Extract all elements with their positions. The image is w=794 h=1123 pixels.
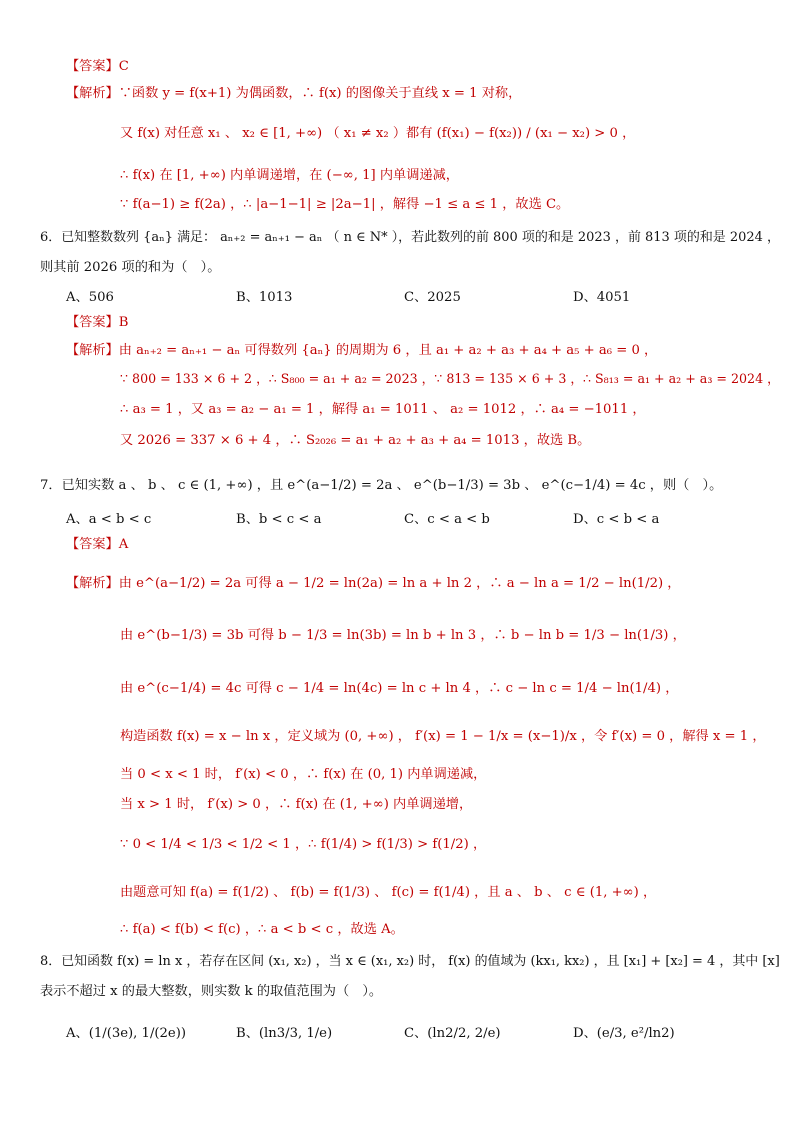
q6-option-b: B、1013 bbox=[236, 290, 293, 305]
q8-option-d: D、(e/3, e²/ln2) bbox=[573, 1026, 675, 1041]
q8-stem-line-2: 表示不超过 x 的最大整数，则实数 k 的取值范围为（ ）。 bbox=[40, 984, 383, 999]
q7-analysis-line-5: 当 0 < x < 1 时， f′(x) < 0 ，∴ f(x) 在 (0, 1) 内单调递减， bbox=[120, 767, 487, 782]
q8-option-a: A、(1/(3e), 1/(2e)) bbox=[66, 1026, 187, 1041]
q7-answer-row bbox=[66, 536, 128, 554]
q6-option-a: A、506 bbox=[66, 290, 114, 305]
analysis-tag: 【解析】 bbox=[66, 343, 119, 358]
q7-option-c: C、c < a < b bbox=[404, 512, 490, 527]
answer-tag: 【答案】 bbox=[66, 315, 119, 330]
q6-analysis-line-2: ∵ 800 = 133 × 6 + 2 ，∴ S₈₀₀ = a₁ + a₂ = 2023 ，∵ 813 = 135 × 6 + 3 ，∴ S₈₁₃ = a₁ + a₂ + a₃ = 2024 ， bbox=[120, 372, 780, 387]
q7-analysis-line-2: 由 e^(b−1/3) = 3b 可得 b − 1/3 = ln(3b) = ln b + ln 3 ，∴ b − ln b = 1/3 − ln(1/3) ， bbox=[120, 628, 686, 643]
q7-analysis-line-1 bbox=[66, 575, 681, 593]
q7-stem: 7．已知实数 a 、 b 、 c ∈ (1, +∞) ，且 e^(a−1/2) = 2a 、 e^(b−1/3) = 3b 、 e^(c−1/4) = 4c ，则（ ）。 bbox=[40, 478, 723, 493]
answer-tag: 【答案】 bbox=[66, 59, 119, 74]
answer-value: C bbox=[118, 59, 129, 74]
q5-analysis-line-3: ∴ f(x) 在 [1, +∞) 内单调递增，在 (−∞, 1] 内单调递减， bbox=[120, 168, 459, 183]
q6-analysis-line-3: ∴ a₃ = 1 ，又 a₃ = a₂ − a₁ = 1 ，解得 a₁ = 1011 、 a₂ = 1012 ，∴ a₄ = −1011 ， bbox=[120, 402, 646, 417]
q7-analysis-line-3: 由 e^(c−1/4) = 4c 可得 c − 1/4 = ln(4c) = ln c + ln 4 ，∴ c − ln c = 1/4 − ln(1/4) ， bbox=[120, 681, 679, 696]
q6-analysis-line-1 bbox=[66, 342, 657, 360]
q6-answer-row bbox=[66, 314, 128, 332]
q7-analysis-line-4: 构造函数 f(x) = x − ln x ，定义域为 (0, +∞) ， f′(x) = 1 − 1/x = (x−1)/x ，令 f′(x) = 0 ，解得 x = 1 ， bbox=[120, 729, 766, 744]
analysis-tag: 【解析】 bbox=[66, 86, 119, 101]
q7-analysis-line-6: 当 x > 1 时， f′(x) > 0 ，∴ f(x) 在 (1, +∞) 内单调递增， bbox=[120, 797, 473, 812]
q7-analysis-line-9: ∴ f(a) < f(b) < f(c) ，∴ a < b < c ，故选 A。 bbox=[120, 922, 404, 937]
q7-option-b: B、b < c < a bbox=[236, 512, 322, 527]
q8-option-c: C、(ln2/2, 2/e) bbox=[404, 1026, 501, 1041]
q8-stem-line-1: 8．已知函数 f(x) = ln x ，若存在区间 (x₁, x₂) ，当 x ∈ (x₁, x₂) 时， f(x) 的值域为 (kx₁, kx₂) ，且 [x₁] + [x₂] = 4 ，其中 [x] bbox=[40, 954, 780, 969]
answer-tag: 【答案】 bbox=[66, 537, 119, 552]
q5-analysis-line-1 bbox=[66, 85, 521, 103]
analysis-text: ∵函数 y = f(x+1) 为偶函数，∴ f(x) 的图像关于直线 x = 1 对称， bbox=[118, 86, 522, 101]
q7-option-d: D、c < b < a bbox=[573, 512, 660, 527]
q5-analysis-line-4: ∵ f(a−1) ≥ f(2a) ，∴ |a−1−1| ≥ |2a−1| ，解得 −1 ≤ a ≤ 1 ，故选 C。 bbox=[120, 197, 570, 212]
q6-option-c: C、2025 bbox=[404, 290, 461, 305]
q7-analysis-line-7: ∵ 0 < 1/4 < 1/3 < 1/2 < 1 ，∴ f(1/4) > f(1/3) > f(1/2) ， bbox=[120, 837, 487, 852]
q6-stem-line-2: 则其前 2026 项的和为（ ）。 bbox=[40, 260, 221, 275]
q5-analysis-line-2: 又 f(x) 对任意 x₁ 、 x₂ ∈ [1, +∞) （ x₁ ≠ x₂ ）都有 (f(x₁) − f(x₂)) / (x₁ − x₂) > 0 ， bbox=[120, 126, 636, 141]
answer-value: A bbox=[118, 537, 129, 552]
q6-option-d: D、4051 bbox=[573, 290, 631, 305]
answer-value: B bbox=[118, 315, 129, 330]
analysis-text: 由 aₙ₊₂ = aₙ₊₁ − aₙ 可得数列 {aₙ} 的周期为 6 ，且 a₁ + a₂ + a₃ + a₄ + a₅ + a₆ = 0 ， bbox=[118, 343, 658, 358]
q6-stem-line-1: 6．已知整数数列 {aₙ} 满足： aₙ₊₂ = aₙ₊₁ − aₙ （ n ∈ N* ），若此数列的前 800 项的和是 2023 ，前 813 项的和是 2024 ， bbox=[40, 230, 780, 245]
q8-option-b: B、(ln3/3, 1/e) bbox=[236, 1026, 333, 1041]
q7-analysis-line-8: 由题意可知 f(a) = f(1/2) 、 f(b) = f(1/3) 、 f(c) = f(1/4) ，且 a 、 b 、 c ∈ (1, +∞) ， bbox=[120, 885, 657, 900]
q7-option-a: A、a < b < c bbox=[66, 512, 152, 527]
analysis-tag: 【解析】 bbox=[66, 576, 119, 591]
q5-answer-row bbox=[66, 58, 129, 76]
analysis-text: 由 e^(a−1/2) = 2a 可得 a − 1/2 = ln(2a) = ln a + ln 2 ，∴ a − ln a = 1/2 − ln(1/2) ， bbox=[118, 576, 681, 591]
q6-analysis-line-4: 又 2026 = 337 × 6 + 4 ，∴ S₂₀₂₆ = a₁ + a₂ + a₃ + a₄ = 1013 ，故选 B。 bbox=[120, 433, 591, 448]
